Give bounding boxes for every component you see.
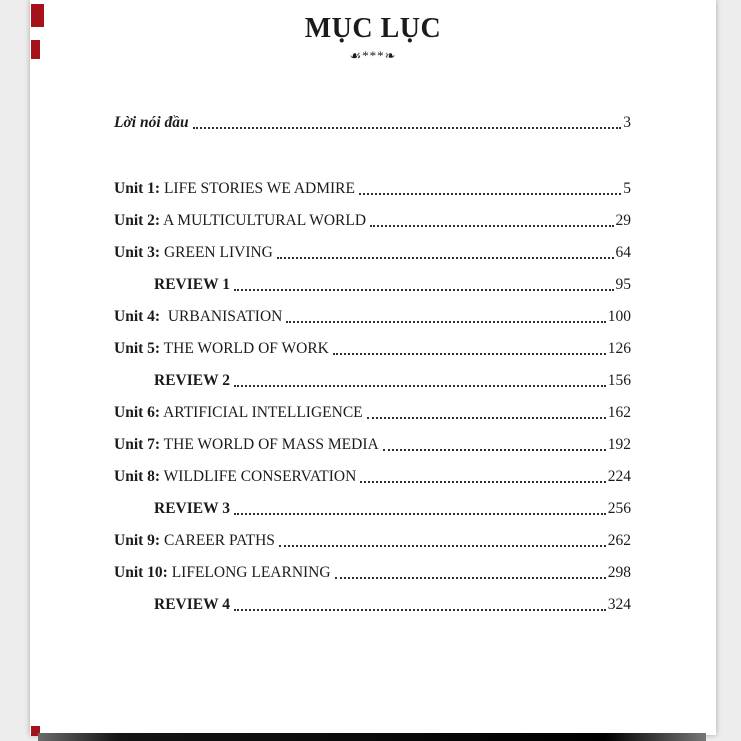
entry-prefix: Unit 3: <box>114 244 161 261</box>
dot-leader <box>367 417 606 419</box>
page-number: 29 <box>615 212 631 229</box>
toc-unit-entry <box>114 403 631 422</box>
book-cover-edge-bottom <box>38 733 706 741</box>
page-number: 3 <box>623 114 631 131</box>
dot-leader <box>335 577 606 579</box>
entry-title: THE WORLD OF WORK <box>160 340 329 357</box>
entry-prefix: Unit 6: <box>114 404 161 421</box>
entry-prefix: Unit 8: <box>114 468 161 485</box>
ornament-divider: ☙***❧ <box>349 48 397 63</box>
page-number: 100 <box>607 308 631 325</box>
page-number: 256 <box>607 500 631 517</box>
toc-content <box>30 113 716 614</box>
toc-review-entry <box>114 275 631 294</box>
entry-prefix: REVIEW 3 <box>154 500 230 517</box>
book-cover-mark-top <box>31 4 44 27</box>
toc-unit-entry <box>114 435 631 454</box>
dot-leader <box>193 127 622 129</box>
entry-title: LIFE STORIES WE ADMIRE <box>160 180 355 197</box>
dot-leader <box>234 609 606 611</box>
entry-prefix: Unit 4: <box>114 308 161 325</box>
page-number: 324 <box>607 596 631 613</box>
entry-prefix: Unit 10: <box>114 564 168 581</box>
entry-prefix: REVIEW 1 <box>154 276 230 293</box>
page-number: 64 <box>615 244 631 261</box>
toc-unit-entry <box>114 467 631 486</box>
page-number: 224 <box>607 468 631 485</box>
entry-title: ARTIFICIAL INTELLIGENCE <box>160 404 363 421</box>
entry-prefix: Unit 7: <box>114 436 161 453</box>
dot-leader <box>333 353 606 355</box>
entry-prefix: Unit 2: <box>114 212 161 229</box>
toc-unit-entry <box>114 243 631 262</box>
entry-prefix: Unit 1: <box>114 180 161 197</box>
entry-title: CAREER PATHS <box>160 532 275 549</box>
entry-title: GREEN LIVING <box>160 244 273 261</box>
toc-unit-entry <box>114 179 631 198</box>
dot-leader <box>370 225 613 227</box>
entry-title: WILDLIFE CONSERVATION <box>160 468 357 485</box>
page-number: 298 <box>607 564 631 581</box>
page-title: MỤC LỤC <box>304 13 442 44</box>
dot-leader <box>359 193 621 195</box>
toc-review-entry <box>114 371 631 390</box>
toc-unit-entry <box>114 531 631 550</box>
page-number: 156 <box>607 372 631 389</box>
dot-leader <box>279 545 606 547</box>
toc-review-entry <box>114 499 631 518</box>
dot-leader <box>277 257 614 259</box>
dot-leader <box>286 321 605 323</box>
entry-prefix: REVIEW 2 <box>154 372 230 389</box>
preface-label: Lời nói đầu <box>114 114 189 131</box>
toc-unit-entry <box>114 563 631 582</box>
entry-title: A MULTICULTURAL WORLD <box>160 212 367 229</box>
entry-title: URBANISATION <box>160 308 283 325</box>
toc-unit-entry <box>114 211 631 230</box>
dot-leader <box>383 449 606 451</box>
entry-prefix: REVIEW 4 <box>154 596 230 613</box>
entry-title: LIFELONG LEARNING <box>167 564 331 581</box>
entry-title: THE WORLD OF MASS MEDIA <box>160 436 379 453</box>
toc-preface-entry <box>114 113 631 132</box>
toc-review-entry <box>114 595 631 614</box>
page-number: 126 <box>607 340 631 357</box>
book-cover-mark-middle <box>31 40 40 59</box>
entry-prefix: Unit 9: <box>114 532 161 549</box>
dot-leader <box>234 513 606 515</box>
dot-leader <box>360 481 605 483</box>
dot-leader <box>234 385 606 387</box>
dot-leader <box>234 289 614 291</box>
toc-page <box>30 0 716 735</box>
page-number: 162 <box>607 404 631 421</box>
toc-unit-entry <box>114 307 631 326</box>
entry-prefix: Unit 5: <box>114 340 161 357</box>
page-number: 5 <box>623 180 631 197</box>
toc-unit-entry <box>114 339 631 358</box>
page-number: 192 <box>607 436 631 453</box>
toc-entries <box>114 179 631 614</box>
page-number: 262 <box>607 532 631 549</box>
page-number: 95 <box>615 276 631 293</box>
